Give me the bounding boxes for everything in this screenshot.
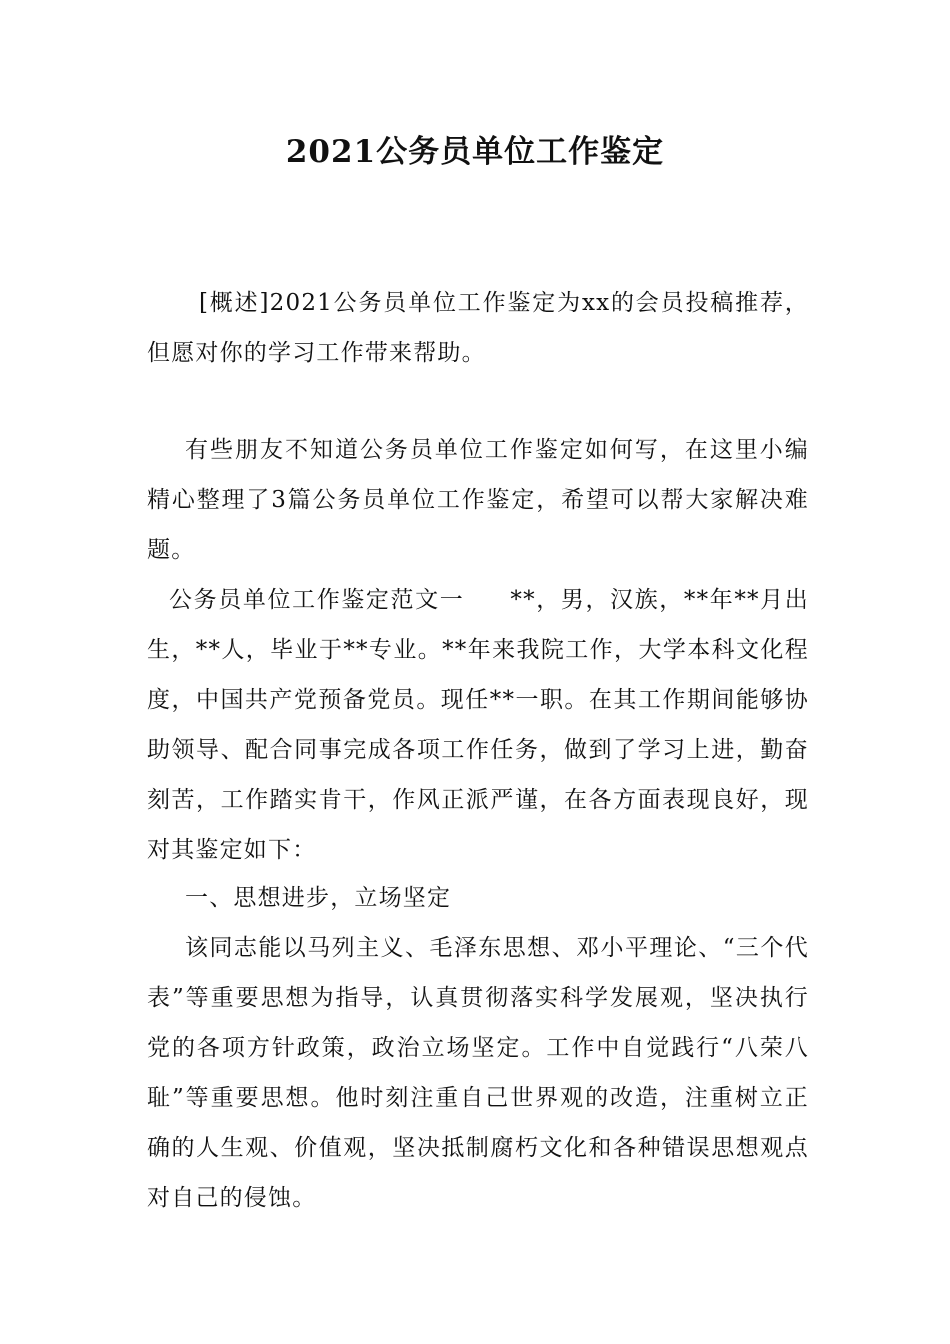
document-title: 2021公务员单位工作鉴定 bbox=[285, 134, 665, 170]
sample-text: **，男，汉族，**年**月出生，**人，毕业于**专业。**年来我院工作，大学本科文化程度，中国共产党预备党员。现任**一职。在其工作期间能够协助领导、配合同事完成各项工作任务，做到了学习上进，勤奋刻苦，工作踏实肯干，作风正派严谨，在各方面表现良好，现对其鉴定如下： bbox=[147, 587, 809, 863]
intro-paragraph: 有些朋友不知道公务员单位工作鉴定如何写，在这里小编精心整理了3篇公务员单位工作鉴定，希望可以帮大家解决难题。 bbox=[147, 437, 809, 563]
section-body-paragraph: 该同志能以马列主义、毛泽东思想、邓小平理论、“三个代表”等重要思想为指导，认真贯彻落实科学发展观，坚决执行党的各项方针政策，政治立场坚定。工作中自觉践行“八荣八耻”等重要思想。他时刻注重自己世界观的改造，注重树立正确的人生观、价值观，坚决抵制腐朽文化和各种错误思想观点对自己的侵蚀。 bbox=[147, 935, 809, 1211]
sample-label: 公务员单位工作鉴定范文一 bbox=[169, 587, 465, 613]
summary-paragraph: [概述]2021公务员单位工作鉴定为xx的会员投稿推荐，但愿对你的学习工作带来帮助。 bbox=[147, 290, 809, 366]
sample-paragraph bbox=[147, 575, 809, 875]
section-heading: 一、思想进步，立场坚定 bbox=[185, 885, 452, 911]
